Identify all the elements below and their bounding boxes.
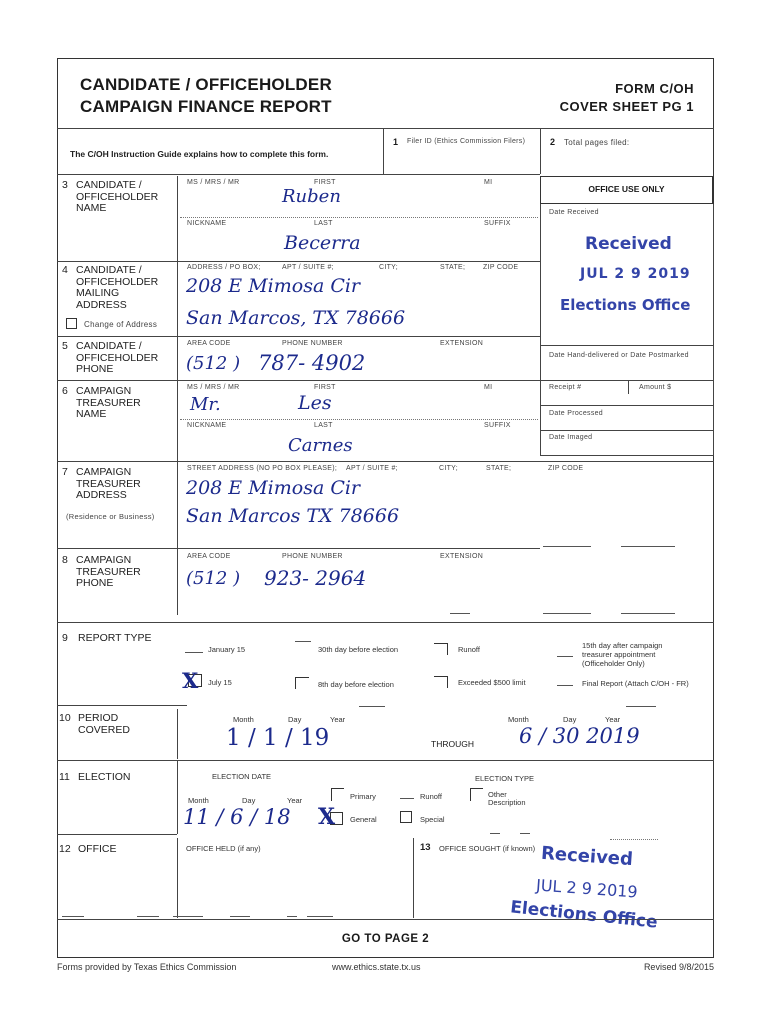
primary-checkbox[interactable] [331,788,344,801]
received-office-2: Elections Office [509,897,659,933]
special-label: Special [420,815,445,824]
treasurer-first-name: Les [298,392,332,414]
received-stamp-2: Received [540,842,634,871]
instructions-text: The C/OH Instruction Guide explains how to complete this form. [70,149,329,159]
candidate-address-line2: San Marcos, TX 78666 [186,307,406,329]
from-day-label: Day [288,715,302,724]
sec13-num: 13 [420,842,431,853]
sec3-dotted-rule [180,217,538,218]
sec6-nickname-label: NICKNAME [187,422,227,429]
form-title [80,74,332,118]
sec5-ext-label: EXTENSION [440,340,484,347]
sec6-num: 6 [62,385,68,397]
candidate-last-name: Becerra [284,232,361,254]
sec8-phone-label: PHONE NUMBER [282,553,343,560]
jan15-line [185,652,203,653]
footer-provided: Forms provided by Texas Ethics Commission [57,962,237,972]
election-month-label: Month [188,796,209,805]
sec11-dotted [610,839,658,840]
treasurer-address-line2: San Marcos TX 78666 [186,505,400,527]
sec5-label: CANDIDATE / OFFICEHOLDER PHONE [76,340,159,375]
final-label: Final Report (Attach C/OH - FR) [582,679,689,688]
sec11-label-rule [177,760,178,834]
july15-check-mark: X [182,668,199,693]
change-of-address-checkbox[interactable] [66,318,77,329]
period-to-date: 6 / 30 2019 [519,724,640,748]
sec7-num: 7 [62,466,68,478]
runoff-label: Runoff [420,792,442,801]
sec6-mi-label: MI [484,384,493,391]
treasurer-address-line1: 208 E Mimosa Cir [186,477,361,499]
sec4-bottom-rule [57,336,540,337]
candidate-address-line1: 208 E Mimosa Cir [186,275,361,297]
sec7-dash-2 [621,546,675,547]
bottom-dash-4 [230,916,250,917]
sec3-first-label: FIRST [314,179,336,186]
candidate-area-code: (512 ) [186,353,241,374]
primary-label: Primary [350,792,376,801]
sec4-zip-label: ZIP CODE [483,264,519,271]
total-pages-label: Total pages filed: [564,138,630,147]
after-treasurer-line [557,656,573,657]
runoff-report-label: Runoff [458,645,480,654]
receipt-label: Receipt # [549,384,582,391]
sec8-dash-2 [543,613,591,614]
to-month-label: Month [508,715,529,724]
date-processed-label: Date Processed [549,410,604,417]
exceeded-checkbox[interactable] [434,676,448,688]
form-id-line-1: FORM C/OH [615,81,694,96]
sec7-state-label: STATE; [486,465,512,472]
runoff-report-checkbox[interactable] [434,643,448,655]
sec5-bottom-rule [57,380,540,381]
sec4-num: 4 [62,264,68,276]
sec4-apt-label: APT / SUITE #; [282,264,334,271]
treasurer-phone-number: 923- 2964 [264,566,367,590]
office-rule-4 [540,430,713,431]
sec3-num: 3 [62,179,68,191]
sec3-suffix-label: SUFFIX [484,220,511,227]
sec12-bottom-rule [57,919,714,920]
sec8-ext-label: EXTENSION [440,553,484,560]
sec10-label: PERIOD COVERED [78,712,130,736]
sec11-dash-a [490,833,500,834]
jan15-label: January 15 [208,645,246,654]
sec6-label: CAMPAIGN TREASURER NAME [76,385,141,420]
bottom-dash-5 [287,916,297,917]
amount-label: Amount $ [639,384,672,391]
description-text: Description [488,798,526,807]
after-treasurer-label: 15th day after campaign treasurer appointment (Officeholder Only) [582,641,663,668]
sec3-ms-label: MS / MRS / MR [187,179,240,186]
period-from-date: 1 / 1 / 19 [226,725,330,751]
sec6-first-label: FIRST [314,384,336,391]
filer-id-num: 1 [393,137,399,147]
sec6-ms-label: MS / MRS / MR [187,384,240,391]
intro-divider-2 [540,128,541,174]
candidate-phone-number: 787- 4902 [258,351,366,375]
sec7-apt-label: APT / SUITE #; [346,465,398,472]
received-stamp-1: Received [585,234,672,254]
office-sought-label: OFFICE SOUGHT (if known) [439,844,536,853]
other-checkbox[interactable] [470,788,483,801]
runoff-line [400,798,414,799]
sec12-num: 12 [59,843,71,855]
office-rule-2 [540,380,713,381]
date-received-label: Date Received [549,209,599,216]
to-year-label: Year [605,715,621,724]
election-year-label: Year [287,796,303,805]
bottom-dash-2 [137,916,159,917]
filer-id-label: Filer ID (Ethics Commission Filers) [407,138,526,145]
sec7-bottom-rule [57,548,540,549]
bottom-dash-3 [173,916,203,917]
treasurer-title: Mr. [190,394,221,415]
office-use-right-rule [713,204,714,456]
sec3-bottom-rule [57,261,540,262]
sec12-label-rule [177,838,178,918]
from-month-label: Month [233,715,254,724]
footer-revised: Revised 9/8/2015 [643,962,714,972]
receipt-divider [628,380,629,394]
sec6-dotted-rule [180,419,538,420]
sec7-label: CAMPAIGN TREASURER ADDRESS [76,466,141,501]
sec10-bottom-rule [57,760,714,761]
form-id-line-2: COVER SHEET PG 1 [559,99,694,114]
treasurer-last-name: Carnes [288,435,353,456]
day30-line [295,641,311,642]
to-day-label: Day [563,715,577,724]
election-date-label: ELECTION DATE [212,772,272,781]
sec4-state-label: STATE; [440,264,466,271]
sec7-dash-1 [543,546,591,547]
day30-label: 30th day before election [318,645,399,654]
sec8-dash-3 [621,613,675,614]
sec6-last-label: LAST [314,422,333,429]
received-date-2: JUL 2 9 2019 [535,875,639,902]
sec9-label: REPORT TYPE [78,632,152,644]
sec7-address-label: STREET ADDRESS (NO PO BOX PLEASE); [187,465,338,472]
sec8-num: 8 [62,554,68,566]
office-rule-1 [540,345,713,346]
general-check-mark: X [318,804,336,830]
office-rule-3 [540,405,713,406]
sec4-address-label: ADDRESS / PO BOX; [187,264,261,271]
sec9-dash-a [359,706,385,707]
form-id [560,80,694,116]
sec4-label: CANDIDATE / OFFICEHOLDER MAILING ADDRESS [76,264,159,311]
treasurer-area-code: (512 ) [186,568,241,589]
sec4-city-label: CITY; [379,264,398,271]
sec11-num: 11 [59,771,70,783]
go-to-page-2: GO TO PAGE 2 [341,933,430,945]
received-date-1: JUL 2 9 2019 [580,266,691,282]
sec8-bottom-rule [57,622,714,623]
footer-url[interactable]: www.ethics.state.tx.us [332,962,421,972]
total-pages-num: 2 [550,137,556,147]
election-date: 11 / 6 / 18 [183,805,291,829]
sec5-area-label: AREA CODE [187,340,231,347]
intro-bottom-rule [57,174,540,175]
sec12-13-divider [413,838,414,918]
sec6-bottom-rule [57,461,714,462]
sec7-zip-label: ZIP CODE [548,465,584,472]
sec5-phone-label: PHONE NUMBER [282,340,343,347]
date-imaged-label: Date Imaged [549,434,593,441]
sec9-num: 9 [62,632,68,644]
change-of-address-label: Change of Address [84,320,158,329]
sec3-label: CANDIDATE / OFFICEHOLDER NAME [76,179,159,214]
office-held-label: OFFICE HELD (if any) [186,844,261,853]
other-label [488,791,526,807]
election-day-label: Day [242,796,256,805]
bottom-dash-1 [62,916,84,917]
sec8-label: CAMPAIGN TREASURER PHONE [76,554,141,589]
sec6-suffix-label: SUFFIX [484,422,511,429]
from-year-label: Year [330,715,346,724]
sec9-bottom-rule [57,705,187,706]
special-checkbox[interactable] [400,811,412,823]
sec11-bottom-rule [57,834,177,835]
through-label: THROUGH [431,739,474,749]
intro-divider-1 [383,128,384,174]
sec8-area-label: AREA CODE [187,553,231,560]
july15-label: July 15 [208,678,232,687]
office-rule-5 [540,455,713,456]
sec11-dash-b [520,833,530,834]
sec3-nickname-label: NICKNAME [187,220,227,227]
election-type-label: ELECTION TYPE [475,774,535,783]
day8-checkbox[interactable] [295,677,309,689]
day8-label: 8th day before election [318,680,394,689]
general-label: General [350,815,377,824]
label-column-rule [177,176,178,615]
sec5-num: 5 [62,340,68,352]
sec11-label: ELECTION [78,771,131,783]
sec3-mi-label: MI [484,179,493,186]
sec12-label: OFFICE [78,843,117,855]
other-text: Other [488,790,507,799]
sec7-sub: (Residence or Business) [66,512,155,521]
sec8-dash-1 [450,613,470,614]
date-hand-label: Date Hand-delivered or Date Postmarked [549,352,689,359]
header-divider [57,128,714,129]
sec10-label-rule [177,709,178,759]
final-line [557,685,573,686]
sec3-last-label: LAST [314,220,333,227]
received-office-1: Elections Office [560,296,691,314]
sec9-dash-b [626,706,656,707]
sec7-city-label: CITY; [439,465,458,472]
sec10-num: 10 [59,712,71,724]
bottom-dash-6 [307,916,333,917]
title-line-1: CANDIDATE / OFFICEHOLDER [80,75,332,94]
office-use-title: OFFICE USE ONLY [588,184,665,194]
title-line-2: CAMPAIGN FINANCE REPORT [80,97,332,116]
exceeded-label: Exceeded $500 limit [458,678,526,687]
office-use-left-rule [540,204,541,456]
candidate-first-name: Ruben [282,186,341,207]
